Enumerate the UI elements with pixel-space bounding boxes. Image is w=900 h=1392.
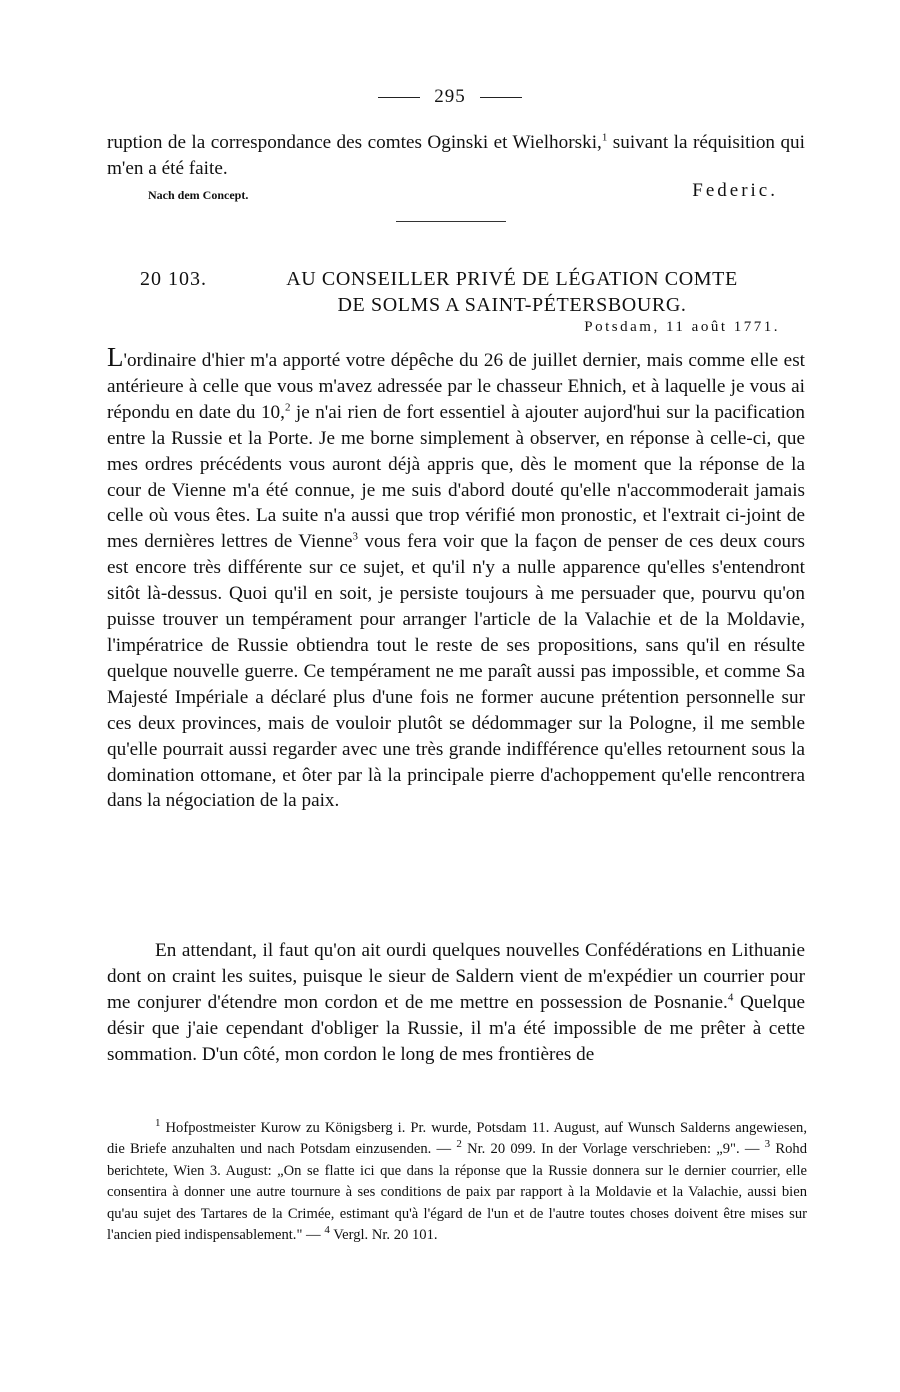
letter-paragraph-2 xyxy=(107,938,805,1068)
letter-title-line-2: DE SOLMS A SAINT-PÉTERSBOURG. xyxy=(337,294,687,316)
paragraph-1-text-c: vous fera voir que la façon de penser de ces deux cours est encore très différente sur ce sujet, et qu'il n'y a nulle apparence qu'elles s'entendront sitôt là-dessus. Quoi qu'il en soit, je persiste toujours à me persuader que, pourvu qu'on puisse trouver un tempérament pour arranger l'article de la Valachie et de la Moldavie, l'impératrice de Russie obtiendra tout le reste de ses propositions, sans qu'il en résulte quelque nouvelle guerre. Ce tempérament ne me paraît aussi pas impossible, et comme Sa Majesté Impériale a déclaré plus d'une fois ne former aucune prétention personnelle sur ces deux provinces, mais de vouloir plutôt se dédommager sur la Pologne, il me semble qu'elle pourrait aussi regarder avec une très grande indifférence qu'elles retournent sous la domination ottomane, et ôter par là la principale pierre d'achoppement qu'elle rencontrera dans la négociation de la paix. xyxy=(107,531,805,812)
footnote-2-text: Nr. 20 099. In der Vorlage verschrieben: „9". — xyxy=(461,1141,760,1158)
footnote-1-marker: 1 xyxy=(155,1117,161,1130)
header-dash-left xyxy=(378,97,420,98)
signature: Federic. xyxy=(692,180,778,201)
letter-title xyxy=(232,266,792,318)
paragraph-2-text-a: En attendant, il faut qu'on ait ourdi quelques nouvelles Confédérations en Lithuanie dont on craint les suites, puisque le sieur de Saldern vient de m'expédier un courrier pour me conjurer d'étendre mon cordon et de me mettre en possession de Posnanie. xyxy=(107,940,805,1013)
footnote-1-text: Hofpostmeister Kurow zu Königsberg i. Pr. wurde, Potsdam 11. August, auf Wunsch Salderns angewiesen, die Briefe anzuhalten und nach Potsdam einzusenden. — xyxy=(107,1120,807,1158)
paragraph-2-text-b: Quelque désir que j'aie cependant d'obliger la Russie, il m'a été impossible de me prêter à cette sommation. D'un côté, mon cordon le long de mes frontières de xyxy=(107,991,805,1065)
footnotes-section xyxy=(107,1118,807,1246)
continuation-paragraph xyxy=(107,130,805,182)
continuation-text-b: suivant la réquisition qui m'en a été faite. xyxy=(107,132,805,179)
footnote-ref-1: 1 xyxy=(601,131,608,144)
page-header xyxy=(0,86,900,108)
source-note: Nach dem Concept. xyxy=(148,188,249,202)
dropcap-letter: L xyxy=(107,342,124,372)
paragraph-1-text-b: je n'ai rien de fort essentiel à ajouter aujord'hui sur la pacification entre la Russie et la Porte. Je me borne simplement à observer, en réponse à celle-ci, que mes ordres précédents vous auront déjà appris que, dès le moment que la réponse de la cour de Vienne m'a été connue, je me suis d'abord douté qu'elle n'accommoderait jamais celle où vous êtes. La suite n'a aussi que trop vérifié mon pronostic, et l'extrait ci-joint de mes dernières lettres de Vienne xyxy=(107,401,805,553)
section-divider xyxy=(396,221,506,222)
paragraph-1-text-a: 'ordinaire d'hier m'a apporté votre dépêche du 26 de juillet dernier, mais comme elle est antérieure à celle que vous m'avez adressée par le chasseur Ehnich, et à laquelle je vous ai répondu en date du 10, xyxy=(107,350,805,423)
footnote-ref-3: 3 xyxy=(352,530,359,543)
footnote-ref-4: 4 xyxy=(727,991,734,1004)
footnote-3-text: Rohd berichtete, Wien 3. August: „On se flatte ici que dans la réponse que la Russie donnera sur le dernier courrier, elle consentira à donner une autre tournure à ses conditions de paix par rapport à la Moldavie et la Valachie, aussi bien qu'au sujet des Tartares de la Crimée, estimant qu'à l'égard de l'un et de l'autre toutes choses doivent être mises sur l'ancien pied indispensablement." — xyxy=(107,1141,808,1244)
footnote-4-marker: 4 xyxy=(324,1224,330,1237)
footnote-ref-2: 2 xyxy=(284,401,291,414)
letter-paragraph-1 xyxy=(107,344,805,814)
footnote-2-marker: 2 xyxy=(456,1138,462,1151)
letter-title-line-1: AU CONSEILLER PRIVÉ DE LÉGATION COMTE xyxy=(286,268,738,290)
continuation-text-a: ruption de la correspondance des comtes Oginski et Wielhorski, xyxy=(107,132,602,153)
place-date: Potsdam, 11 août 1771. xyxy=(584,319,780,335)
letter-number: 20 103. xyxy=(140,268,207,290)
footnote-4-text: Vergl. Nr. 20 101. xyxy=(329,1227,438,1244)
footnote-3-marker: 3 xyxy=(764,1138,771,1151)
header-dash-right xyxy=(480,97,522,98)
page-number: 295 xyxy=(434,86,466,107)
